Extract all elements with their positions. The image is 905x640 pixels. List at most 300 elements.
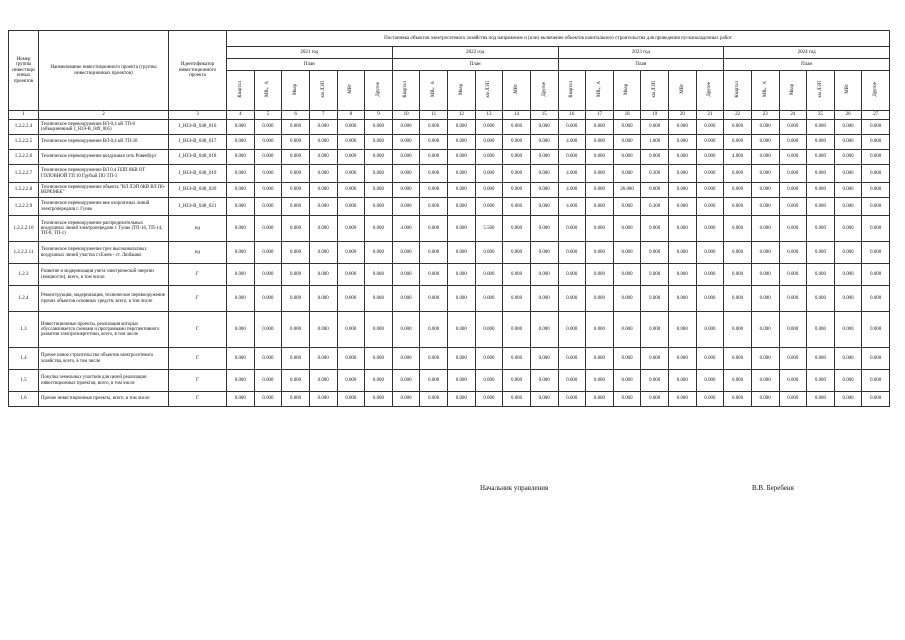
column-number: 11 xyxy=(420,111,448,120)
measure-header xyxy=(254,71,282,111)
row-value: 0.000 xyxy=(751,264,779,286)
row-value: 0.000 xyxy=(641,183,669,198)
row-project-id: Г xyxy=(169,286,227,312)
row-value: 0.000 xyxy=(392,183,420,198)
row-number: 1.2.2.2.10 xyxy=(9,216,39,242)
row-value: 0.000 xyxy=(309,165,337,183)
measure-label: МВт xyxy=(679,84,685,95)
row-value: 0.000 xyxy=(309,286,337,312)
row-value: 0.000 xyxy=(586,312,614,348)
row-value: 0.000 xyxy=(392,392,420,407)
row-project-name: Реконструкция, модернизация, техническое перевооружение прочих объектов основных средств, всего, в том числе xyxy=(39,286,169,312)
row-value: 1.000 xyxy=(641,135,669,150)
row-value: 0.000 xyxy=(641,370,669,392)
row-number: 1.2.2.2.4 xyxy=(9,120,39,135)
row-value: 0.000 xyxy=(696,348,724,370)
measure-header xyxy=(392,71,420,111)
row-value: 0.000 xyxy=(503,183,531,198)
row-value: 0.000 xyxy=(365,348,393,370)
table-row xyxy=(9,286,890,312)
measure-header xyxy=(807,71,835,111)
row-value: 0.000 xyxy=(641,264,669,286)
row-value: 0.000 xyxy=(282,242,310,264)
row-value: 0.000 xyxy=(779,312,807,348)
row-value: 0.000 xyxy=(669,198,697,216)
row-value: 0.000 xyxy=(696,198,724,216)
column-number: 3 xyxy=(169,111,227,120)
row-value: 0.000 xyxy=(282,183,310,198)
measure-header xyxy=(530,71,558,111)
row-value: 0.000 xyxy=(309,370,337,392)
row-value: 0.000 xyxy=(751,120,779,135)
row-value: 0.000 xyxy=(669,312,697,348)
row-value: 0.000 xyxy=(669,165,697,183)
row-value: 0.000 xyxy=(862,135,890,150)
row-value: 0.000 xyxy=(448,370,476,392)
table-row xyxy=(9,216,890,242)
row-value: 0.000 xyxy=(641,286,669,312)
row-value: 0.000 xyxy=(724,312,752,348)
column-number: 21 xyxy=(696,111,724,120)
col-id-header: Идентификатор инвестиционного проекта xyxy=(169,31,227,111)
table-row xyxy=(9,135,890,150)
measure-header xyxy=(834,71,862,111)
measure-label: Квартал xyxy=(569,80,575,98)
row-value: 0.000 xyxy=(613,150,641,165)
row-value: 0.000 xyxy=(420,135,448,150)
measure-label: Квартал xyxy=(237,80,243,98)
signature-position: Начальник управления xyxy=(480,484,549,492)
table-row xyxy=(9,165,890,183)
row-value: 0.000 xyxy=(669,135,697,150)
row-value: 0.000 xyxy=(696,286,724,312)
measure-label: Квартал xyxy=(734,80,740,98)
measure-label: км ЛЭП xyxy=(817,81,823,98)
row-value: 0.000 xyxy=(254,392,282,407)
measure-label: МВ×А xyxy=(265,81,271,98)
column-number: 23 xyxy=(751,111,779,120)
row-value: 0.000 xyxy=(779,198,807,216)
row-value: 0.000 xyxy=(475,286,503,312)
row-project-name: Техническое перевооружение распределительных воздушных линий электропередачи г. Гуово (ТП-16, ТП-14, ТП-8, ТП-1) xyxy=(39,216,169,242)
row-value: 0.000 xyxy=(779,370,807,392)
row-value: 0.000 xyxy=(613,135,641,150)
row-value: 0.000 xyxy=(751,286,779,312)
row-project-id: Г xyxy=(169,370,227,392)
row-value: 0.000 xyxy=(392,150,420,165)
row-value: 0.000 xyxy=(669,120,697,135)
row-value: 0.000 xyxy=(420,392,448,407)
row-value: 0.000 xyxy=(862,264,890,286)
row-value: 0.000 xyxy=(420,198,448,216)
column-number: 18 xyxy=(613,111,641,120)
row-project-id: J_ЮЭ-В_048_019 xyxy=(169,165,227,183)
row-value: 0.000 xyxy=(448,216,476,242)
row-value: 0.000 xyxy=(586,183,614,198)
row-value: 0.000 xyxy=(503,150,531,165)
row-value: 0.000 xyxy=(613,312,641,348)
row-value: 0.000 xyxy=(724,165,752,183)
row-value: 0.000 xyxy=(724,120,752,135)
row-value: 0.000 xyxy=(696,242,724,264)
row-value: 0.000 xyxy=(530,165,558,183)
row-project-name: Техническое перевооружение воздушная сеть Ровенбург xyxy=(39,150,169,165)
row-value: 0.000 xyxy=(254,264,282,286)
row-value: 0.000 xyxy=(365,150,393,165)
row-value: 0.000 xyxy=(365,242,393,264)
row-value: 0.000 xyxy=(641,348,669,370)
row-value: 0.000 xyxy=(227,286,255,312)
row-value: 0.000 xyxy=(448,242,476,264)
row-value: 0.000 xyxy=(724,135,752,150)
row-value: 0.000 xyxy=(475,183,503,198)
row-value: 0.000 xyxy=(586,264,614,286)
row-value: 0.000 xyxy=(834,242,862,264)
row-project-id: J_ЮЭ-В_048_016 xyxy=(169,120,227,135)
row-value: 0.000 xyxy=(254,150,282,165)
column-number: 16 xyxy=(558,111,586,120)
row-value: 0.000 xyxy=(337,286,365,312)
row-value: 0.000 xyxy=(392,370,420,392)
row-value: 0.000 xyxy=(807,348,835,370)
row-value: 0.000 xyxy=(503,120,531,135)
row-value: 0.000 xyxy=(282,392,310,407)
row-value: 0.000 xyxy=(392,348,420,370)
row-value: 0.000 xyxy=(807,120,835,135)
row-number: 1.3 xyxy=(9,312,39,348)
row-value: 0.000 xyxy=(448,286,476,312)
row-value: 0.000 xyxy=(337,242,365,264)
row-value: 0.000 xyxy=(779,165,807,183)
row-value: 0.000 xyxy=(530,392,558,407)
measure-label: МВ×А xyxy=(596,81,602,98)
row-value: 0.000 xyxy=(751,198,779,216)
row-value: 0.000 xyxy=(834,216,862,242)
row-value: 0.000 xyxy=(309,120,337,135)
row-value: 0.000 xyxy=(254,135,282,150)
row-value: 0.000 xyxy=(669,216,697,242)
row-value: 0.000 xyxy=(669,183,697,198)
row-value: 0.000 xyxy=(530,150,558,165)
row-value: 0.000 xyxy=(282,286,310,312)
row-value: 0.000 xyxy=(392,135,420,150)
row-value: 0.000 xyxy=(254,242,282,264)
column-number: 13 xyxy=(475,111,503,120)
row-value: 0.000 xyxy=(475,348,503,370)
col-group-num-header: Номер группы инвестици онных проектов xyxy=(9,31,39,111)
row-value: 0.000 xyxy=(420,120,448,135)
column-number: 6 xyxy=(282,111,310,120)
row-project-id: нд xyxy=(169,216,227,242)
row-value: 0.000 xyxy=(586,392,614,407)
row-value: 0.000 xyxy=(751,150,779,165)
row-value: 0.000 xyxy=(530,370,558,392)
table-row xyxy=(9,264,890,286)
row-value: 0.000 xyxy=(365,392,393,407)
row-project-name: Техническое перевооружение ВЛ-0,4 кВ ТП-8 (объединенный J_ЮЭ-В_049_005) xyxy=(39,120,169,135)
row-project-id: J_ЮЭ-В_048_017 xyxy=(169,135,227,150)
row-value: 0.000 xyxy=(862,183,890,198)
row-value: 0.000 xyxy=(365,198,393,216)
column-number: 12 xyxy=(448,111,476,120)
measure-label: Мвар xyxy=(790,83,796,95)
row-value: 0.000 xyxy=(751,135,779,150)
row-number: 1.2.2.2.11 xyxy=(9,242,39,264)
row-value: 0.000 xyxy=(613,348,641,370)
row-value: 0.000 xyxy=(475,150,503,165)
row-value: 0.000 xyxy=(282,370,310,392)
row-value: 5.500 xyxy=(475,216,503,242)
row-project-id: Г xyxy=(169,264,227,286)
row-value: 4.000 xyxy=(392,216,420,242)
row-value: 0.000 xyxy=(475,135,503,150)
row-value: 0.000 xyxy=(862,198,890,216)
row-value: 0.000 xyxy=(807,165,835,183)
measure-label: Квартал xyxy=(403,80,409,98)
row-value: 0.000 xyxy=(392,165,420,183)
measure-header xyxy=(779,71,807,111)
row-value: 0.000 xyxy=(751,183,779,198)
table-body xyxy=(9,120,890,407)
row-project-name: Прочие инвестиционные проекты, всего, в том числе xyxy=(39,392,169,407)
row-value: 0.000 xyxy=(448,150,476,165)
row-value: 0.000 xyxy=(807,183,835,198)
measure-label: км ЛЭП xyxy=(486,81,492,98)
row-value: 0.000 xyxy=(530,264,558,286)
column-number: 8 xyxy=(337,111,365,120)
row-value: 0.000 xyxy=(586,348,614,370)
row-value: 0.000 xyxy=(475,198,503,216)
row-value: 0.000 xyxy=(558,392,586,407)
row-value: 0.000 xyxy=(448,198,476,216)
row-value: 0.000 xyxy=(282,312,310,348)
row-value: 0.000 xyxy=(613,392,641,407)
row-value: 0.000 xyxy=(365,216,393,242)
measure-header xyxy=(696,71,724,111)
row-number: 1.2.2.2.7 xyxy=(9,165,39,183)
row-value: 0.000 xyxy=(254,370,282,392)
row-value: 0.000 xyxy=(669,392,697,407)
row-value: 0.000 xyxy=(227,392,255,407)
row-value: 0.000 xyxy=(558,242,586,264)
row-value: 0.000 xyxy=(696,165,724,183)
row-number: 1.2.2.2.5 xyxy=(9,135,39,150)
row-value: 0.000 xyxy=(392,312,420,348)
row-value: 0.000 xyxy=(365,370,393,392)
row-value: 0.000 xyxy=(420,312,448,348)
row-value: 0.000 xyxy=(751,348,779,370)
row-value: 0.000 xyxy=(779,120,807,135)
measure-label: Другое xyxy=(541,82,547,97)
measure-header xyxy=(641,71,669,111)
row-value: 0.000 xyxy=(530,198,558,216)
row-value: 0.000 xyxy=(834,120,862,135)
row-value: 0.000 xyxy=(779,286,807,312)
table-row xyxy=(9,370,890,392)
row-value: 0.000 xyxy=(309,392,337,407)
column-number: 9 xyxy=(365,111,393,120)
row-value: 0.000 xyxy=(558,150,586,165)
row-value: 0.000 xyxy=(807,370,835,392)
row-value: 0.000 xyxy=(309,198,337,216)
column-number: 22 xyxy=(724,111,752,120)
measure-label: Другое xyxy=(375,82,381,97)
row-project-id: нд xyxy=(169,242,227,264)
row-value: 0.000 xyxy=(254,165,282,183)
row-project-name: Техническое перевооружение вне охоронтных линий электропередачи г. Гуово xyxy=(39,198,169,216)
column-number: 24 xyxy=(779,111,807,120)
row-value: 0.000 xyxy=(558,370,586,392)
row-value: 0.000 xyxy=(862,312,890,348)
row-value: 0.000 xyxy=(475,392,503,407)
row-value: 0.000 xyxy=(834,286,862,312)
row-value: 0.000 xyxy=(862,392,890,407)
row-value: 0.000 xyxy=(227,216,255,242)
measure-header xyxy=(282,71,310,111)
row-value: 0.000 xyxy=(613,264,641,286)
row-value: 0.000 xyxy=(420,216,448,242)
row-number: 1.6 xyxy=(9,392,39,407)
row-value: 0.000 xyxy=(530,286,558,312)
row-number: 1.2.4 xyxy=(9,286,39,312)
row-value: 0.000 xyxy=(503,286,531,312)
measure-header xyxy=(724,71,752,111)
row-value: 0.000 xyxy=(254,198,282,216)
row-value: 0.000 xyxy=(392,286,420,312)
row-value: 0.000 xyxy=(779,216,807,242)
column-number: 10 xyxy=(392,111,420,120)
measure-header xyxy=(420,71,448,111)
row-value: 0.000 xyxy=(254,120,282,135)
measure-label: МВт xyxy=(348,84,354,95)
column-number: 5 xyxy=(254,111,282,120)
row-value: 0.000 xyxy=(503,392,531,407)
measure-header xyxy=(365,71,393,111)
row-value: 0.000 xyxy=(392,264,420,286)
plan-header: План xyxy=(392,59,558,71)
row-value: 0.000 xyxy=(807,216,835,242)
year-header: 2021 год xyxy=(227,47,393,59)
row-value: 0.000 xyxy=(696,150,724,165)
row-value: 0.000 xyxy=(862,286,890,312)
measure-label: МВ×А xyxy=(762,81,768,98)
row-value: 0.000 xyxy=(862,370,890,392)
row-project-id: Г xyxy=(169,312,227,348)
table-row xyxy=(9,198,890,216)
row-value: 0.000 xyxy=(282,150,310,165)
row-value: 0.000 xyxy=(724,198,752,216)
year-header: 2024 год xyxy=(724,47,890,59)
row-value: 0.000 xyxy=(365,264,393,286)
measure-header xyxy=(337,71,365,111)
row-value: 0.000 xyxy=(834,135,862,150)
row-value: 0.000 xyxy=(227,198,255,216)
measure-header xyxy=(669,71,697,111)
row-value: 0.000 xyxy=(503,216,531,242)
row-value: 0.300 xyxy=(641,165,669,183)
row-project-id: J_ЮЭ-В_048_020 xyxy=(169,183,227,198)
row-value: 0.000 xyxy=(282,264,310,286)
row-value: 0.000 xyxy=(254,348,282,370)
row-value: 0.000 xyxy=(420,242,448,264)
row-value: 0.000 xyxy=(586,120,614,135)
row-value: 0.000 xyxy=(641,312,669,348)
row-value: 0.000 xyxy=(724,348,752,370)
row-project-name: Инвестиционные проекты, реализация которых обуславливается схемами и программами перспективного развития электроэнергетики, всего, в том числе xyxy=(39,312,169,348)
row-value: 0.000 xyxy=(558,286,586,312)
row-value: 0.000 xyxy=(751,370,779,392)
table-row xyxy=(9,312,890,348)
row-value: 0.000 xyxy=(530,183,558,198)
row-value: 0.000 xyxy=(586,242,614,264)
row-value: 0.000 xyxy=(420,183,448,198)
row-project-name: Развитие и модернизация учета электрической энергии (мощности), всего, в том числе xyxy=(39,264,169,286)
row-value: 0.000 xyxy=(558,216,586,242)
row-value: 0.000 xyxy=(779,135,807,150)
row-value: 0.000 xyxy=(641,216,669,242)
row-value: 0.000 xyxy=(254,216,282,242)
row-value: 0.000 xyxy=(530,120,558,135)
row-value: 0.000 xyxy=(420,286,448,312)
measure-label: Мвар xyxy=(624,83,630,95)
row-value: 0.000 xyxy=(282,165,310,183)
row-value: 0.000 xyxy=(669,286,697,312)
row-value: 0.000 xyxy=(530,242,558,264)
row-value: 0.000 xyxy=(227,183,255,198)
row-value: 0.000 xyxy=(420,264,448,286)
row-value: 0.000 xyxy=(503,165,531,183)
row-value: 0.000 xyxy=(834,150,862,165)
row-value: 0.000 xyxy=(365,286,393,312)
row-value: 0.000 xyxy=(696,264,724,286)
row-value: 0.000 xyxy=(282,120,310,135)
table-row xyxy=(9,392,890,407)
row-value: 0.000 xyxy=(779,264,807,286)
row-value: 0.000 xyxy=(834,264,862,286)
row-value: 0.000 xyxy=(696,183,724,198)
row-value: 0.000 xyxy=(834,312,862,348)
row-value: 4.000 xyxy=(558,135,586,150)
row-project-name: Техническое перевооружение ВЛ 0,4 ПЛП 6КВ ОТ ГОЛОВНОЙ ТП 10 Грубый ПО ТП-3 xyxy=(39,165,169,183)
row-value: 0.000 xyxy=(309,183,337,198)
row-number: 1.2.3 xyxy=(9,264,39,286)
row-value: 0.000 xyxy=(227,370,255,392)
row-value: 0.000 xyxy=(669,242,697,264)
row-value: 0.000 xyxy=(586,150,614,165)
investment-table xyxy=(8,30,890,407)
column-number: 14 xyxy=(503,111,531,120)
row-value: 0.000 xyxy=(365,165,393,183)
row-value: 0.000 xyxy=(227,150,255,165)
row-value: 0.000 xyxy=(807,392,835,407)
row-value: 0.000 xyxy=(641,392,669,407)
row-value: 0.000 xyxy=(613,216,641,242)
column-number: 4 xyxy=(227,111,255,120)
table-row xyxy=(9,242,890,264)
row-number: 1.2.2.2.8 xyxy=(9,183,39,198)
row-number: 1.5 xyxy=(9,370,39,392)
row-value: 0.000 xyxy=(696,370,724,392)
row-value: 0.000 xyxy=(834,348,862,370)
row-value: 0.000 xyxy=(751,242,779,264)
row-value: 0.000 xyxy=(530,135,558,150)
row-value: 0.000 xyxy=(337,392,365,407)
row-value: 0.000 xyxy=(282,348,310,370)
row-value: 0.000 xyxy=(669,370,697,392)
row-value: 0.000 xyxy=(862,216,890,242)
column-number: 26 xyxy=(834,111,862,120)
row-value: 0.000 xyxy=(807,242,835,264)
